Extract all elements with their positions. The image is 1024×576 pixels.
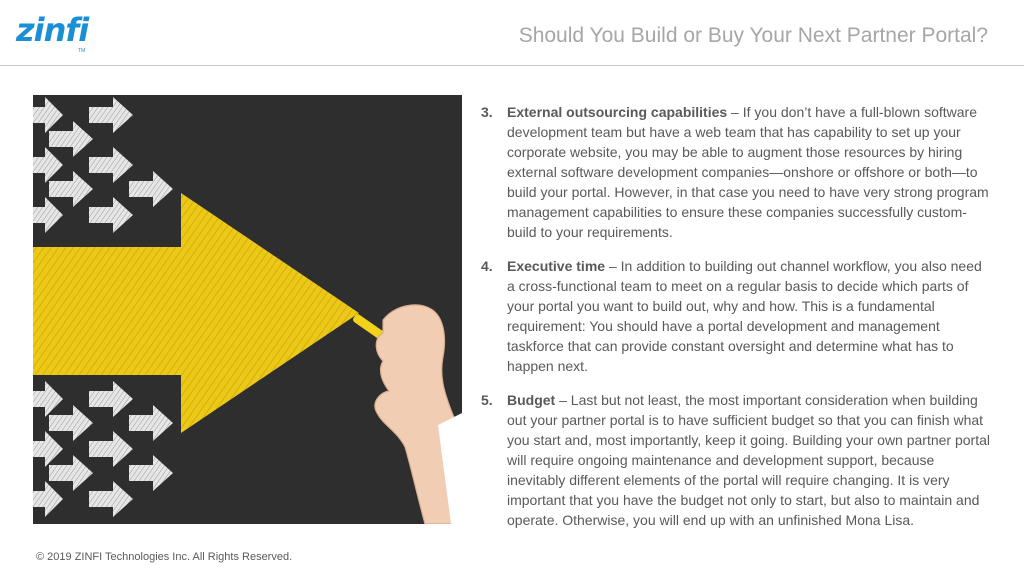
zinfi-logo (16, 10, 106, 58)
chalk-arrow-illustration (33, 95, 462, 524)
copyright-footer: © 2019 ZINFI Technologies Inc. All Rights Reserved. (36, 551, 293, 563)
item-term: External outsourcing capabilities (507, 104, 728, 120)
list-item (481, 256, 993, 376)
header-divider (0, 65, 1024, 66)
slide-title: Should You Build or Buy Your Next Partner Portal? (518, 24, 988, 47)
item-body (507, 256, 993, 376)
chalkboard-graphic (33, 95, 462, 524)
item-text: – If you don’t have a full-blown software development team but have a web team that has capability to set up your corporate website, you may be able to augment those resources by hiring external software development companies—onshore or offshore or both—to build your portal. However, in that case you need to have very strong program management capabilities to ensure these companies successfully custom-build to your requirements. (507, 104, 989, 240)
list-item (481, 102, 993, 242)
item-number: 5. (481, 392, 493, 408)
item-number: 4. (481, 258, 493, 274)
item-term: Executive time (507, 258, 606, 274)
item-body (507, 390, 993, 530)
list-item (481, 390, 993, 530)
item-text: – In addition to building out channel workflow, you also need a cross-functional team to meet on a regular basis to decide which parts of your portal you want to build out, why and how. This is a fundamental requirement: You should have a portal development and management taskforce that can provide constant oversight and determine what has to happen next. (507, 258, 982, 374)
item-term: Budget (507, 392, 556, 408)
item-number: 3. (481, 104, 493, 120)
item-body (507, 102, 993, 242)
logo-wordmark: zinfi (16, 11, 89, 49)
logo-trademark: TM (78, 48, 86, 54)
numbered-list (481, 102, 993, 544)
item-text: – Last but not least, the most important consideration when building out your partner portal is to have sufficient budget so that you can finish what you start and, most importantly, keep it going. Building your own partner portal will require ongoing maintenance and development support, because inevitably different elements of the portal will require changing. It is very important that you have the budget not only to start, but also to maintain and operate. Otherwise, you will end up with an unfinished Mona Lisa. (507, 392, 990, 528)
